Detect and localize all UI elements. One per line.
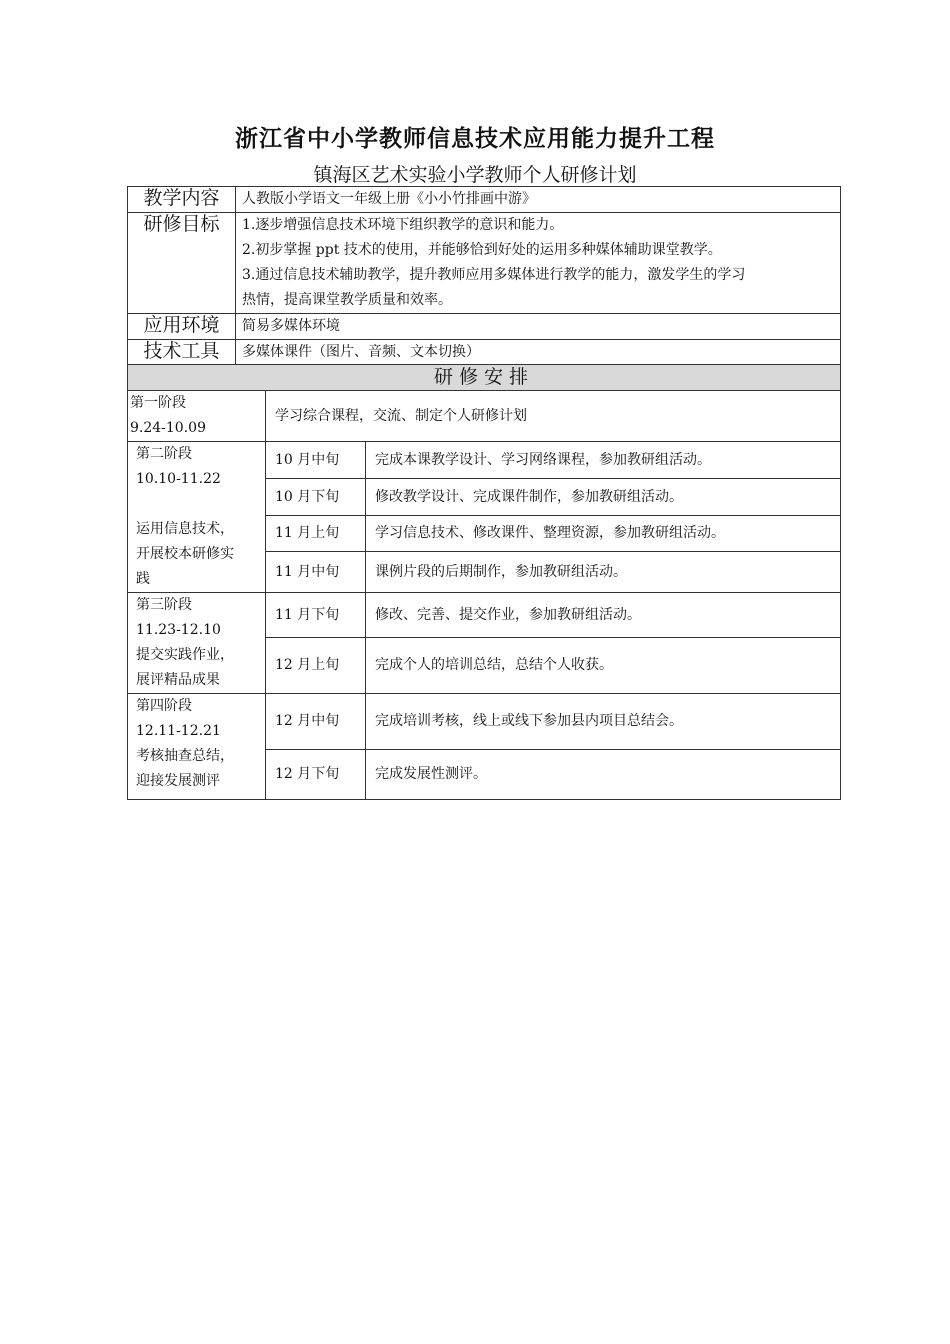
goal-item: 1.逐步增强信息技术环境下组织教学的意识和能力。 [242,217,564,233]
task-cell: 修改、完善、提交作业，参加教研组活动。 [366,593,841,638]
table-row [128,187,841,213]
table-row [128,391,841,442]
stage-1-task: 学习综合课程，交流、制定个人研修计划 [266,391,841,442]
table-row [128,694,841,750]
env-label: 应用环境 [128,314,236,340]
task-cell: 完成培训考核，线上或线下参加县内项目总结会。 [366,694,841,750]
content-label: 教学内容 [128,187,236,213]
goals-label: 研修目标 [128,213,236,314]
period-cell: 11 月上旬 [266,515,366,551]
goal-item: 热情，提高课堂教学质量和效率。 [242,292,452,308]
stage-desc: 迎接发展测评 [136,773,220,789]
task-cell: 课例片段的后期制作，参加教研组活动。 [366,552,841,593]
stage-desc: 展评精品成果 [136,672,220,688]
period-cell: 12 月上旬 [266,638,366,694]
table-row [128,442,841,479]
table-row [128,314,841,340]
stage-dates: 12.11-12.21 [136,723,221,739]
stage-3-cell [128,593,266,694]
document-subtitle: 镇海区艺术实验小学教师个人研修计划 [313,164,637,186]
stage-dates: 9.24-10.09 [130,420,206,436]
period-cell: 11 月下旬 [266,593,366,638]
goal-item: 2.初步掌握 ppt 技术的使用，并能够恰到好处的运用多种媒体辅助课堂教学。 [242,242,722,258]
period-cell: 10 月中旬 [266,442,366,479]
task-cell: 完成个人的培训总结，总结个人收获。 [366,638,841,694]
stage-1-cell [128,391,266,442]
table-row [128,340,841,366]
content-value: 人教版小学语文一年级上册《小小竹排画中游》 [236,187,841,213]
goals-cell [236,213,841,314]
goal-item: 3.通过信息技术辅助教学，提升教师应用多媒体进行教学的能力，激发学生的学习 [242,267,746,283]
stage-name: 第一阶段 [130,395,186,411]
stage-2-cell [128,442,266,593]
info-table [127,186,841,366]
schedule-table [127,364,841,800]
stage-desc: 提交实践作业， [136,647,234,663]
stage-desc: 开展校本研修实 [136,546,234,562]
stage-dates: 10.10-11.22 [136,471,221,487]
stage-name: 第二阶段 [136,446,192,462]
table-row [128,213,841,314]
document-title: 浙江省中小学教师信息技术应用能力提升工程 [235,125,715,152]
stage-desc: 考核抽查总结， [136,748,234,764]
stage-name: 第四阶段 [136,698,192,714]
period-cell: 12 月中旬 [266,694,366,750]
period-cell: 12 月下旬 [266,750,366,800]
tools-label: 技术工具 [128,340,236,366]
schedule-header: 研修安排 [128,365,841,391]
stage-desc: 践 [136,571,150,587]
task-cell: 学习信息技术、修改课件、整理资源，参加教研组活动。 [366,515,841,551]
table-row [128,365,841,391]
env-value: 简易多媒体环境 [236,314,841,340]
tools-value: 多媒体课件（图片、音频、文本切换） [236,340,841,366]
task-cell: 完成本课教学设计、学习网络课程，参加教研组活动。 [366,442,841,479]
stage-desc: 运用信息技术， [136,521,234,537]
stage-name: 第三阶段 [136,597,192,613]
task-cell: 完成发展性测评。 [366,750,841,800]
stage-dates: 11.23-12.10 [136,622,221,638]
period-cell: 11 月中旬 [266,552,366,593]
stage-4-cell [128,694,266,800]
task-cell: 修改教学设计、完成课件制作，参加教研组活动。 [366,479,841,515]
period-cell: 10 月下旬 [266,479,366,515]
table-row [128,593,841,638]
